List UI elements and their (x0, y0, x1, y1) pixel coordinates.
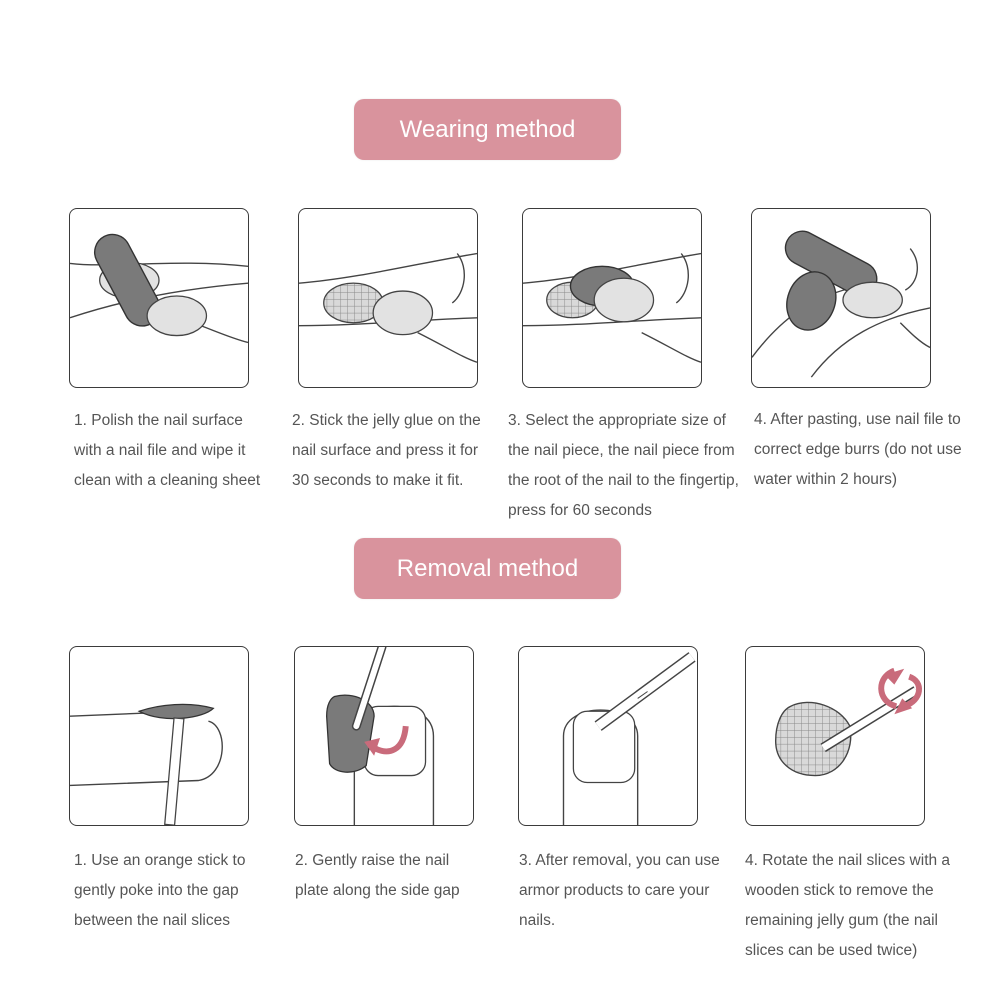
removal-step-3-text: 3. After removal, you can use armor products to care your nails. (519, 852, 720, 929)
removal-step-2-illustration (294, 646, 474, 826)
wearing-step-4-illustration (751, 208, 931, 388)
removal-step-1-text: 1. Use an orange stick to gently poke into the gap between the nail slices (74, 852, 246, 929)
wearing-step-3-text: 3. Select the appropriate size of the nail piece, the nail piece from the root of the nail to the fingertip, press for 60 seconds (508, 412, 739, 519)
removal-step-1-illustration (69, 646, 249, 826)
wearing-step-2-illustration (298, 208, 478, 388)
wearing-step-4-text: 4. After pasting, use nail file to correct edge burrs (do not use water within 2 hours) (754, 411, 962, 488)
removal-step-4-text: 4. Rotate the nail slices with a wooden stick to remove the remaining jelly gum (the nail slices can be used twice) (745, 852, 951, 959)
removal-step-4-illustration (745, 646, 925, 826)
wearing-step-1-illustration (69, 208, 249, 388)
removal-method-title: Removal method (354, 538, 621, 599)
wearing-step-3-illustration (522, 208, 702, 388)
removal-step-2-text: 2. Gently raise the nail plate along the side gap (295, 852, 460, 899)
wearing-step-1-text: 1. Polish the nail surface with a nail file and wipe it clean with a cleaning sheet (74, 412, 261, 489)
wearing-method-title: Wearing method (354, 99, 621, 160)
removal-step-3-illustration (518, 646, 698, 826)
wearing-step-2-text: 2. Stick the jelly glue on the nail surface and press it for 30 seconds to make it fit. (292, 412, 481, 489)
